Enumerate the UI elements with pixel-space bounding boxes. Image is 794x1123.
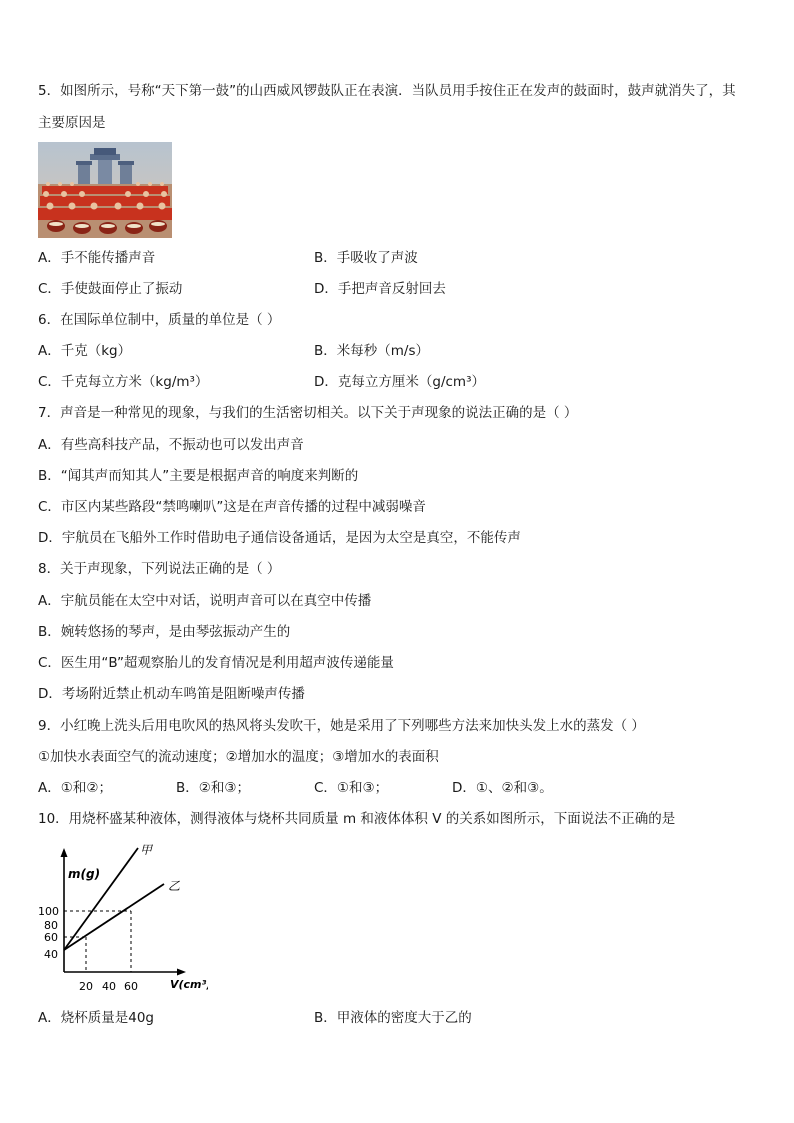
q8-option-d: D．考场附近禁止机动车鸣笛是阻断噪声传播 bbox=[38, 686, 305, 702]
q6-option-b: B．米每秒（m/s） bbox=[314, 343, 429, 359]
x-tick-40: 40 bbox=[102, 980, 116, 993]
q8-stem: 8．关于声现象，下列说法正确的是（ ） bbox=[38, 561, 281, 577]
q5-option-a: A．手不能传播声音 bbox=[38, 250, 156, 266]
x-tick-20: 20 bbox=[79, 980, 93, 993]
q10-option-a: A．烧杯质量是40g bbox=[38, 1010, 154, 1026]
q9-option-c: C．①和③； bbox=[314, 780, 389, 796]
q9-conditions: ①加快水表面空气的流动速度；②增加水的温度；③增加水的表面积 bbox=[38, 749, 439, 765]
line-jia-label: 甲 bbox=[140, 843, 153, 857]
q5-option-d: D．手把声音反射回去 bbox=[314, 281, 446, 297]
line-jia bbox=[64, 848, 138, 950]
q8-option-c: C．医生用“B”超观察胎儿的发育情况是利用超声波传递能量 bbox=[38, 655, 394, 671]
y-tick-40: 40 bbox=[44, 948, 58, 961]
q7-stem: 7．声音是一种常见的现象，与我们的生活密切相关。以下关于声现象的说法正确的是（ ） bbox=[38, 405, 578, 421]
q5-option-c: C．手使鼓面停止了振动 bbox=[38, 281, 183, 297]
q7-option-c: C．市区内某些路段“禁鸣喇叭”这是在声音传播的过程中减弱噪音 bbox=[38, 499, 426, 515]
y-tick-100: 100 bbox=[38, 905, 59, 918]
y-axis-label: m(g) bbox=[68, 867, 101, 881]
q6-option-d: D．克每立方厘米（g/cm³） bbox=[314, 374, 485, 390]
y-axis-arrow bbox=[61, 848, 68, 857]
drum-performance-photo bbox=[38, 142, 172, 238]
q5-stem-line1: 5．如图所示，号称“天下第一鼓”的山西威风锣鼓队正在表演．当队员用手按住正在发声的鼓面时，鼓声就消失了，其 bbox=[38, 83, 736, 99]
q7-option-b: B．“闻其声而知其人”主要是根据声音的响度来判断的 bbox=[38, 468, 359, 484]
y-tick-80: 80 bbox=[44, 919, 58, 932]
x-axis-arrow bbox=[177, 969, 186, 976]
y-tick-60: 60 bbox=[44, 931, 58, 944]
q9-option-b: B．②和③； bbox=[176, 780, 250, 796]
line-yi-label: 乙 bbox=[168, 879, 181, 893]
q7-option-d: D．宇航员在飞船外工作时借助电子通信设备通话，是因为太空是真空，不能传声 bbox=[38, 530, 521, 546]
q6-option-a: A．千克（kg） bbox=[38, 343, 132, 359]
q9-stem: 9．小红晚上洗头后用电吹风的热风将头发吹干，她是采用了下列哪些方法来加快头发上水的蒸发（ ） bbox=[38, 718, 645, 734]
q5-stem-line2: 主要原因是 bbox=[38, 115, 106, 131]
q10-stem: 10．用烧杯盛某种液体，测得液体与烧杯共同质量 m 和液体体积 V 的关系如图所示，下面说法不正确的是 bbox=[38, 811, 676, 827]
q10-option-b: B．甲液体的密度大于乙的 bbox=[314, 1010, 472, 1026]
q5-option-b: B．手吸收了声波 bbox=[314, 250, 418, 266]
q7-option-a: A．有些高科技产品，不振动也可以发出声音 bbox=[38, 437, 304, 453]
q6-stem: 6．在国际单位制中，质量的单位是（ ） bbox=[38, 312, 281, 328]
mass-volume-graph bbox=[38, 840, 208, 998]
line-yi bbox=[64, 884, 164, 950]
q8-option-b: B．婉转悠扬的琴声，是由琴弦振动产生的 bbox=[38, 624, 291, 640]
q9-option-d: D．①、②和③。 bbox=[452, 780, 553, 796]
q6-option-c: C．千克每立方米（kg/m³） bbox=[38, 374, 209, 390]
q8-option-a: A．宇航员能在太空中对话，说明声音可以在真空中传播 bbox=[38, 593, 372, 609]
x-tick-60: 60 bbox=[124, 980, 138, 993]
x-axis-label: V(cm³) bbox=[170, 978, 208, 991]
q9-option-a: A．①和②； bbox=[38, 780, 112, 796]
